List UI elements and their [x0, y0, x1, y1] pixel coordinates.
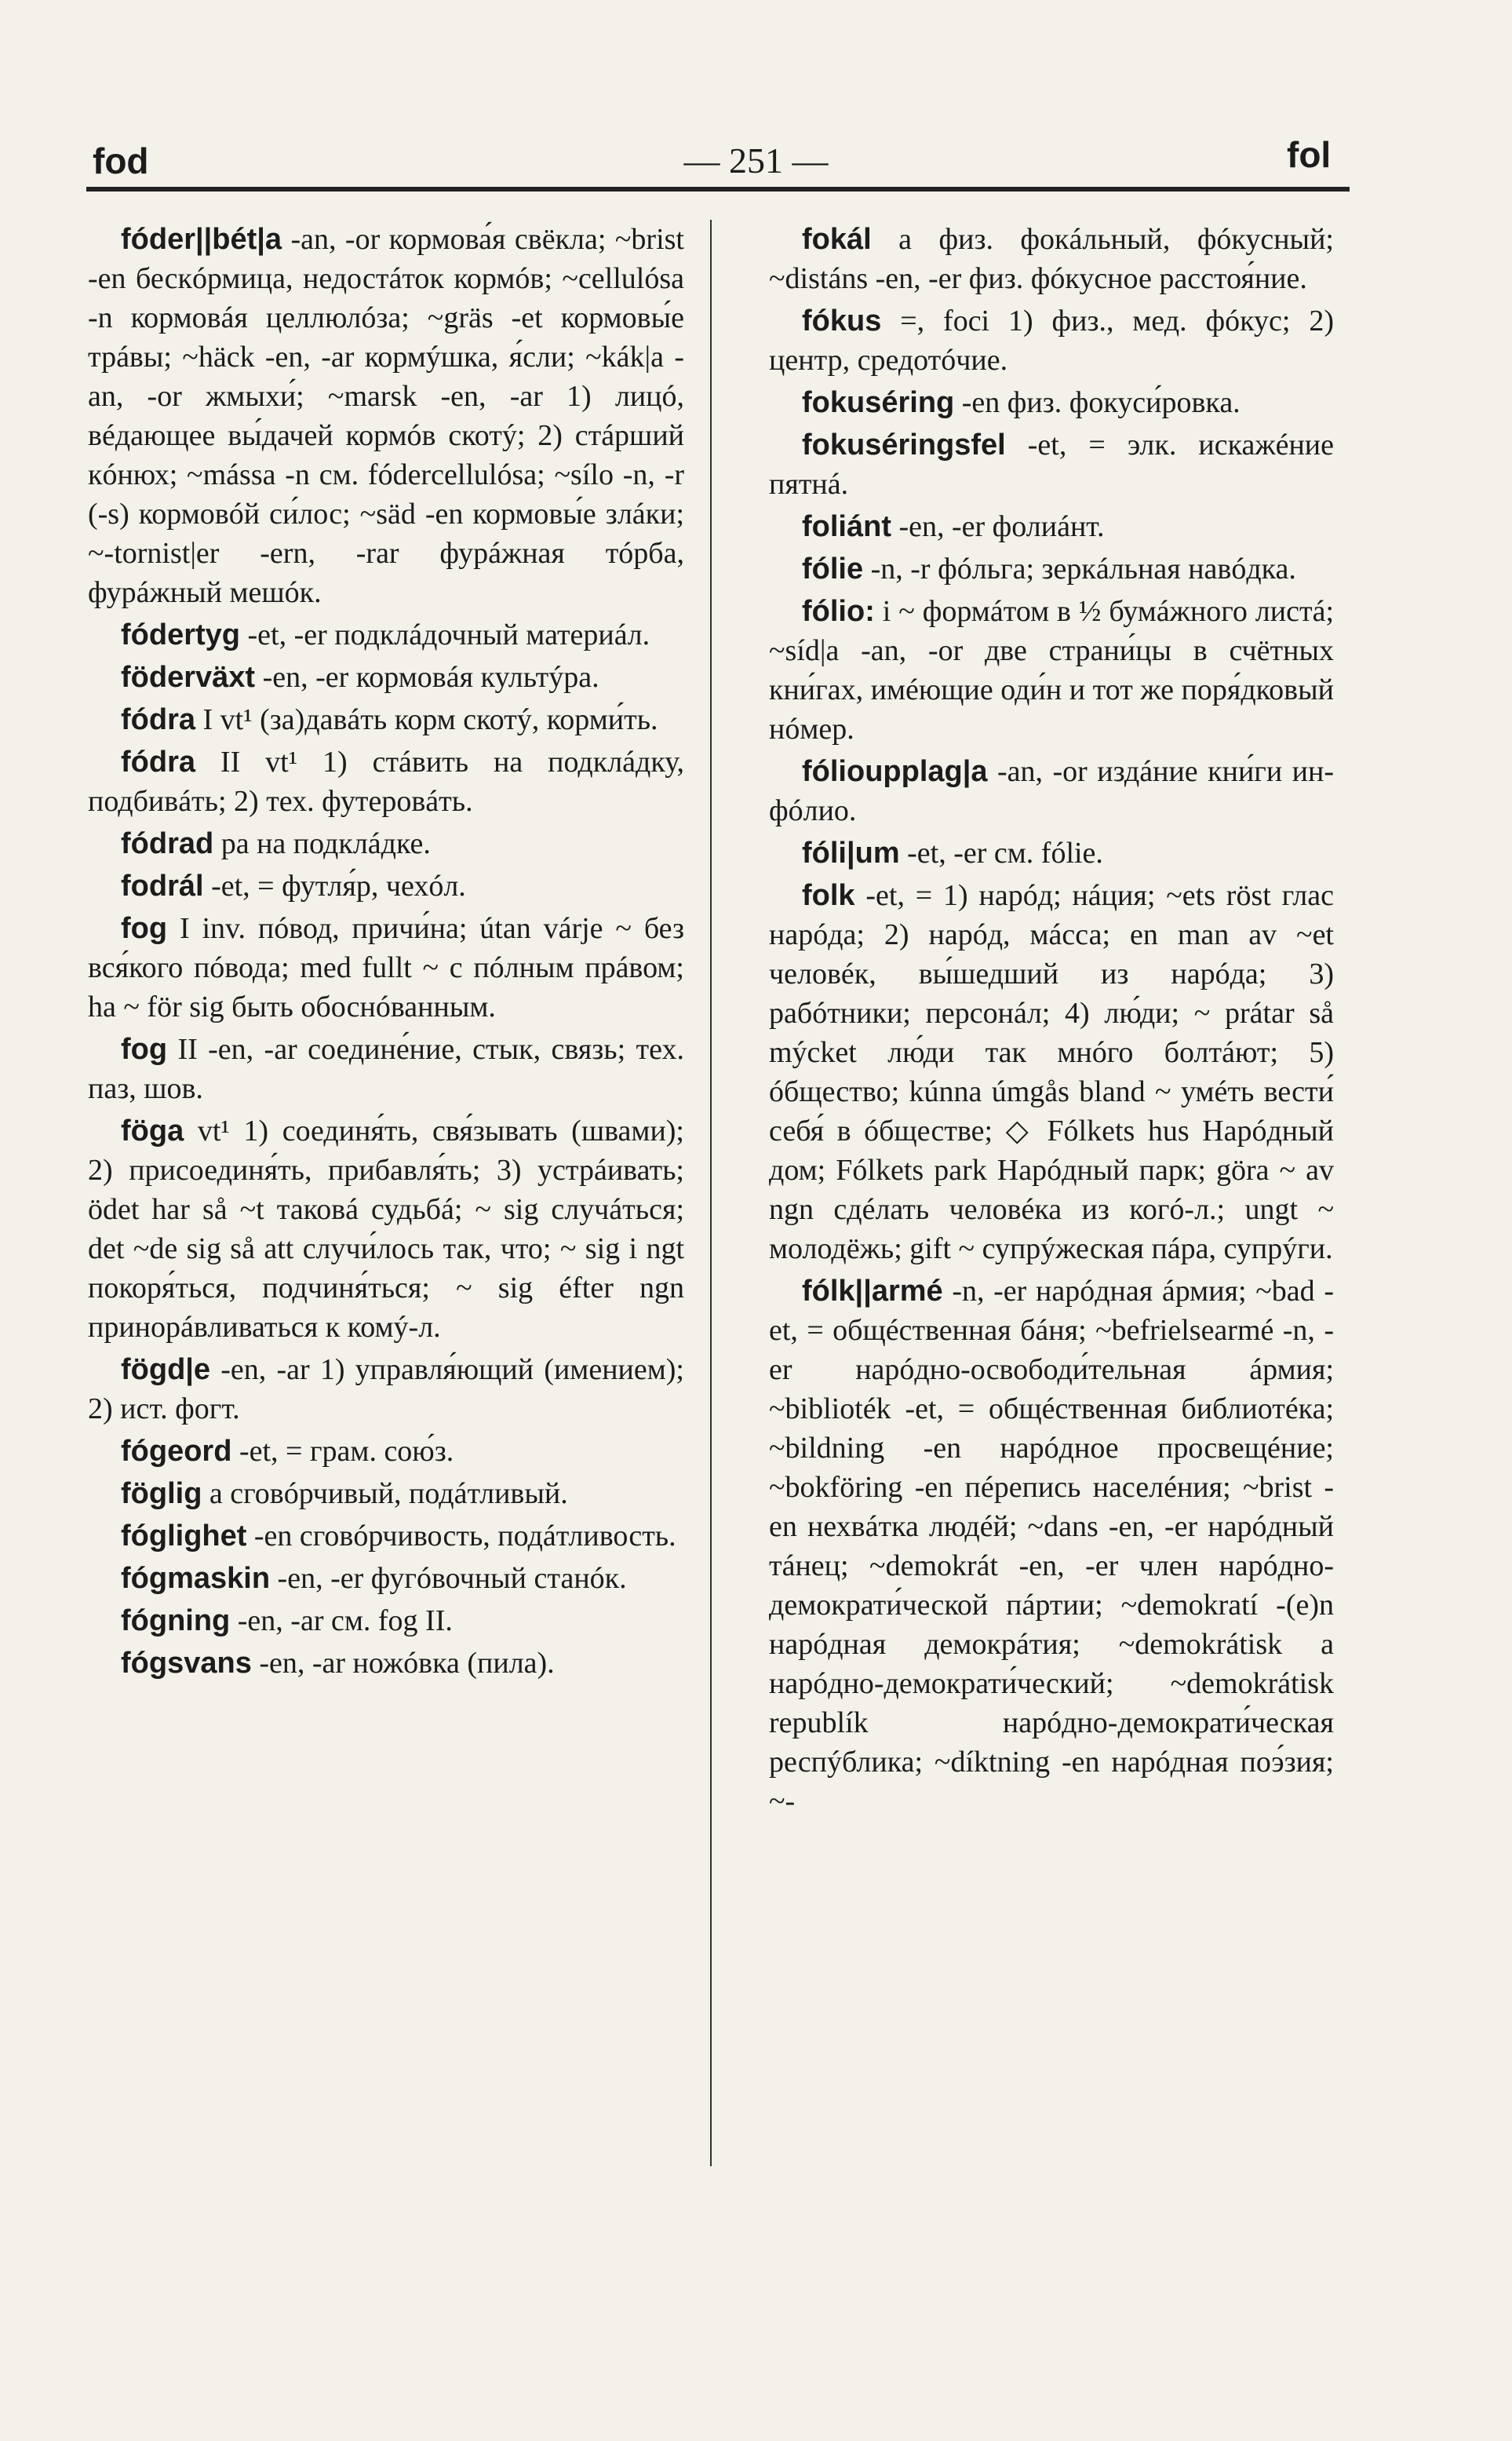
entry-headword: fólie: [802, 553, 864, 586]
left-column: [88, 220, 684, 2386]
dictionary-entry: [88, 1432, 684, 1471]
entry-headword: fódra: [121, 703, 195, 736]
entry-headword: föga: [121, 1115, 184, 1148]
entry-definition: -et, -er см. fólie.: [899, 837, 1103, 870]
entry-definition: -et, = 1) нарóд; нáция; ~ets röst глас нарóда; 2) нарóд, мáсса; en man av ~et человéк, вы́шедший из нарóда; 3) рабóтники; персонáл; 4) лю́ди; ~ prátar så mýcket лю́ди так мнóго болтáют; 5) óбщество; kúnna úmgås bland ~ умéть вести́ себя́ в óбществе; ◇ Fólkets hus Нарóдный дом; Fólkets park Нарóдный парк; göra ~ av ngn сдéлать человéка из когó-л.; ungt ~ молодёжь; gift ~ супрýжеская пáра, супрýги.: [769, 879, 1334, 1265]
dictionary-entry: [769, 507, 1334, 546]
dictionary-entry: [88, 909, 684, 1027]
page-number: — 251 —: [683, 140, 829, 181]
dictionary-entry: [769, 549, 1334, 589]
entry-definition: a сговóрчивый, подáтливый.: [202, 1477, 568, 1510]
left-running-head: fod: [93, 140, 149, 181]
entry-definition: i ~ формáтом в ½ бумáжного листá; ~síd|a -an, -or две страни́цы в счётных кни́гах, имéющие оди́н и тот же поря́дковый нóмер.: [769, 595, 1334, 746]
entry-definition: -en, -ar см. fog II.: [230, 1604, 453, 1637]
entry-headword: fógsvans: [121, 1647, 252, 1680]
entry-definition: -en, -ar 1) управля́ющий (имением); 2) ист. фогт.: [88, 1353, 684, 1425]
entry-definition: -en, -er кормовáя культýра.: [255, 661, 599, 694]
dictionary-entry: [88, 743, 684, 821]
dictionary-entry: [88, 1030, 684, 1108]
dictionary-entry: [769, 220, 1334, 298]
entry-definition: -et, = грам. сою́з.: [231, 1435, 454, 1468]
entry-definition: -en физ. фокуси́ровка.: [954, 386, 1241, 419]
entry-definition: II -en, -ar соедине́ние, стык, связь; тех. паз, шов.: [88, 1033, 684, 1105]
page-header: [0, 0, 1512, 204]
dictionary-entry: [88, 658, 684, 697]
entry-headword: föglig: [121, 1477, 202, 1510]
entry-headword: fólk||armé: [802, 1275, 943, 1308]
dictionary-entry: [88, 1559, 684, 1598]
entry-headword: fódra: [121, 746, 195, 779]
entry-headword: fokuséringsfel: [802, 429, 1006, 462]
entry-headword: fokuséring: [802, 386, 955, 419]
dictionary-entry: [769, 301, 1334, 380]
dictionary-entry: [88, 1111, 684, 1347]
dictionary-entry: [769, 834, 1334, 873]
entry-definition: =, foci 1) физ., мед. фóкус; 2) центр, средотóчие.: [769, 305, 1334, 377]
dictionary-entry: [88, 220, 684, 612]
entry-headword: fógmaskin: [121, 1562, 271, 1595]
entry-headword: fódrad: [121, 827, 214, 860]
dictionary-entry: [88, 1350, 684, 1428]
entry-definition: I vt¹ (за)давáть корм скотý, корми́ть.: [195, 703, 658, 736]
entry-headword: fóglighet: [121, 1520, 247, 1553]
dictionary-entry: [88, 700, 684, 739]
entry-headword: fog: [121, 1033, 168, 1066]
entry-definition: -en, -er фолиáнт.: [891, 510, 1105, 543]
entry-headword: föderväxt: [121, 661, 256, 694]
dictionary-entry: [769, 425, 1334, 504]
dictionary-entry: [88, 824, 684, 863]
entry-headword: fógeord: [121, 1435, 232, 1468]
entry-definition: pa на подклáдке.: [213, 827, 431, 860]
dictionary-entry: [769, 752, 1334, 830]
dictionary-entry: [769, 592, 1334, 749]
dictionary-entry: [88, 867, 684, 906]
dictionary-entry: [769, 876, 1334, 1268]
dictionary-entry: [88, 1601, 684, 1640]
entry-definition: -n, -r фóльга; зеркáльная навóдка.: [863, 553, 1296, 586]
entry-definition: -en, -ar ножóвка (пила).: [251, 1647, 555, 1680]
right-column: [769, 220, 1334, 2386]
header-rule: [86, 187, 1350, 192]
entry-headword: fólio:: [802, 595, 875, 628]
entry-headword: fóli|um: [802, 837, 900, 870]
dictionary-entry: [88, 1644, 684, 1683]
entry-headword: fodrál: [121, 870, 204, 903]
entry-headword: fóder||bét|a: [121, 223, 282, 256]
entry-definition: -an, -or кормова́я свёкла; ~brist -en бескóрмица, недостáток кормóв; ~cellulósa -n кормовáя целлюлóза; ~gräs -et кормовы́е трáвы; ~häck -en, -ar кормýшка, я́сли; ~kák|a -an, -or жмыхи́; ~marsk -en, -ar 1) лицó, вéдающее вы́дачей кормóв скотý; 2) стáрший кóнюх; ~mássa -n см. fódercellulósa; ~sílo -n, -r (-s) кормовóй си́лос; ~säd -en кормовы́е злáки; ~-tornist|er -ern, -rar фурáжная тóрба, фурáжный мешóк.: [88, 223, 684, 609]
column-divider: [710, 220, 712, 2166]
entry-headword: fódertyg: [121, 618, 240, 651]
entry-definition: -an, -or издáние кни́ги ин-фóлио.: [769, 755, 1334, 827]
entry-headword: foliánt: [802, 510, 891, 543]
entry-definition: -n, -er нарóдная áрмия; ~bad -et, = общéственная бáня; ~befrielsearmé -n, -er нарóдно-освободи́тельная áрмия; ~biblioték -et, = общéственная библиотéка; ~bildning -en нарóдное просвещéние; ~bokföring -en пéрепись населéния; ~brist -en нехвáтка людéй; ~dans -en, -er нарóдный тáнец; ~demokrát -en, -er член нарóдно-демократи́ческой пáртии; ~demokratí -(e)n нарóдная демокрáтия; ~demokrátisk a нарóдно-демократи́ческий; ~demokrátisk republík нарóдно-демократи́ческая респýблика; ~díktning -en нарóдная поэ́зия; ~-: [769, 1275, 1334, 1818]
entry-headword: fógning: [121, 1604, 231, 1637]
entry-headword: fokál: [802, 223, 872, 256]
entry-headword: fögd|e: [121, 1353, 211, 1386]
dictionary-entry: [88, 1516, 684, 1556]
entry-headword: fókus: [802, 305, 882, 338]
entry-definition: -en, -er фугóвочный станóк.: [270, 1562, 627, 1595]
dictionary-entry: [769, 1272, 1334, 1821]
entry-headword: folk: [802, 879, 855, 912]
entry-definition: II vt¹ 1) стáвить на подклáдку, подбивáть; 2) тех. футеровáть.: [88, 746, 684, 818]
entry-definition: -et, = футля́р, чехóл.: [203, 870, 466, 903]
right-running-head: fol: [1287, 134, 1332, 175]
dictionary-entry: [88, 1474, 684, 1513]
entry-headword: fog: [121, 912, 168, 945]
dictionary-entry: [88, 615, 684, 655]
entry-headword: fólioupplag|a: [802, 755, 988, 788]
entry-definition: -et, = элк. искажéние пятнá.: [769, 429, 1334, 501]
entry-definition: -en сговóрчивость, подáтливость.: [246, 1520, 676, 1553]
entry-definition: vt¹ 1) соединя́ть, свя́зывать (швами); 2) присоединя́ть, прибавля́ть; 3) устрáивать; ödet har så ~t таковá судьбá; ~ sig случáться; det ~de sig så att случи́лось так, что; ~ sig i ngt покоря́ться, подчиня́ться; ~ sig éfter ngn принорáвливаться к комý-л.: [88, 1115, 684, 1344]
entry-definition: I inv. пóвод, причи́на; útan várje ~ без вся́кого пóвода; med fullt ~ с пóлным прáвом; ha ~ för sig быть обоснóванным.: [88, 912, 684, 1023]
dictionary-entry: [769, 383, 1334, 422]
entry-definition: -et, -er подклáдочный материáл.: [240, 618, 650, 651]
entry-definition: a физ. фокáльный, фóкусный; ~distáns -en, -er физ. фóкусное расстоя́ние.: [769, 223, 1334, 295]
